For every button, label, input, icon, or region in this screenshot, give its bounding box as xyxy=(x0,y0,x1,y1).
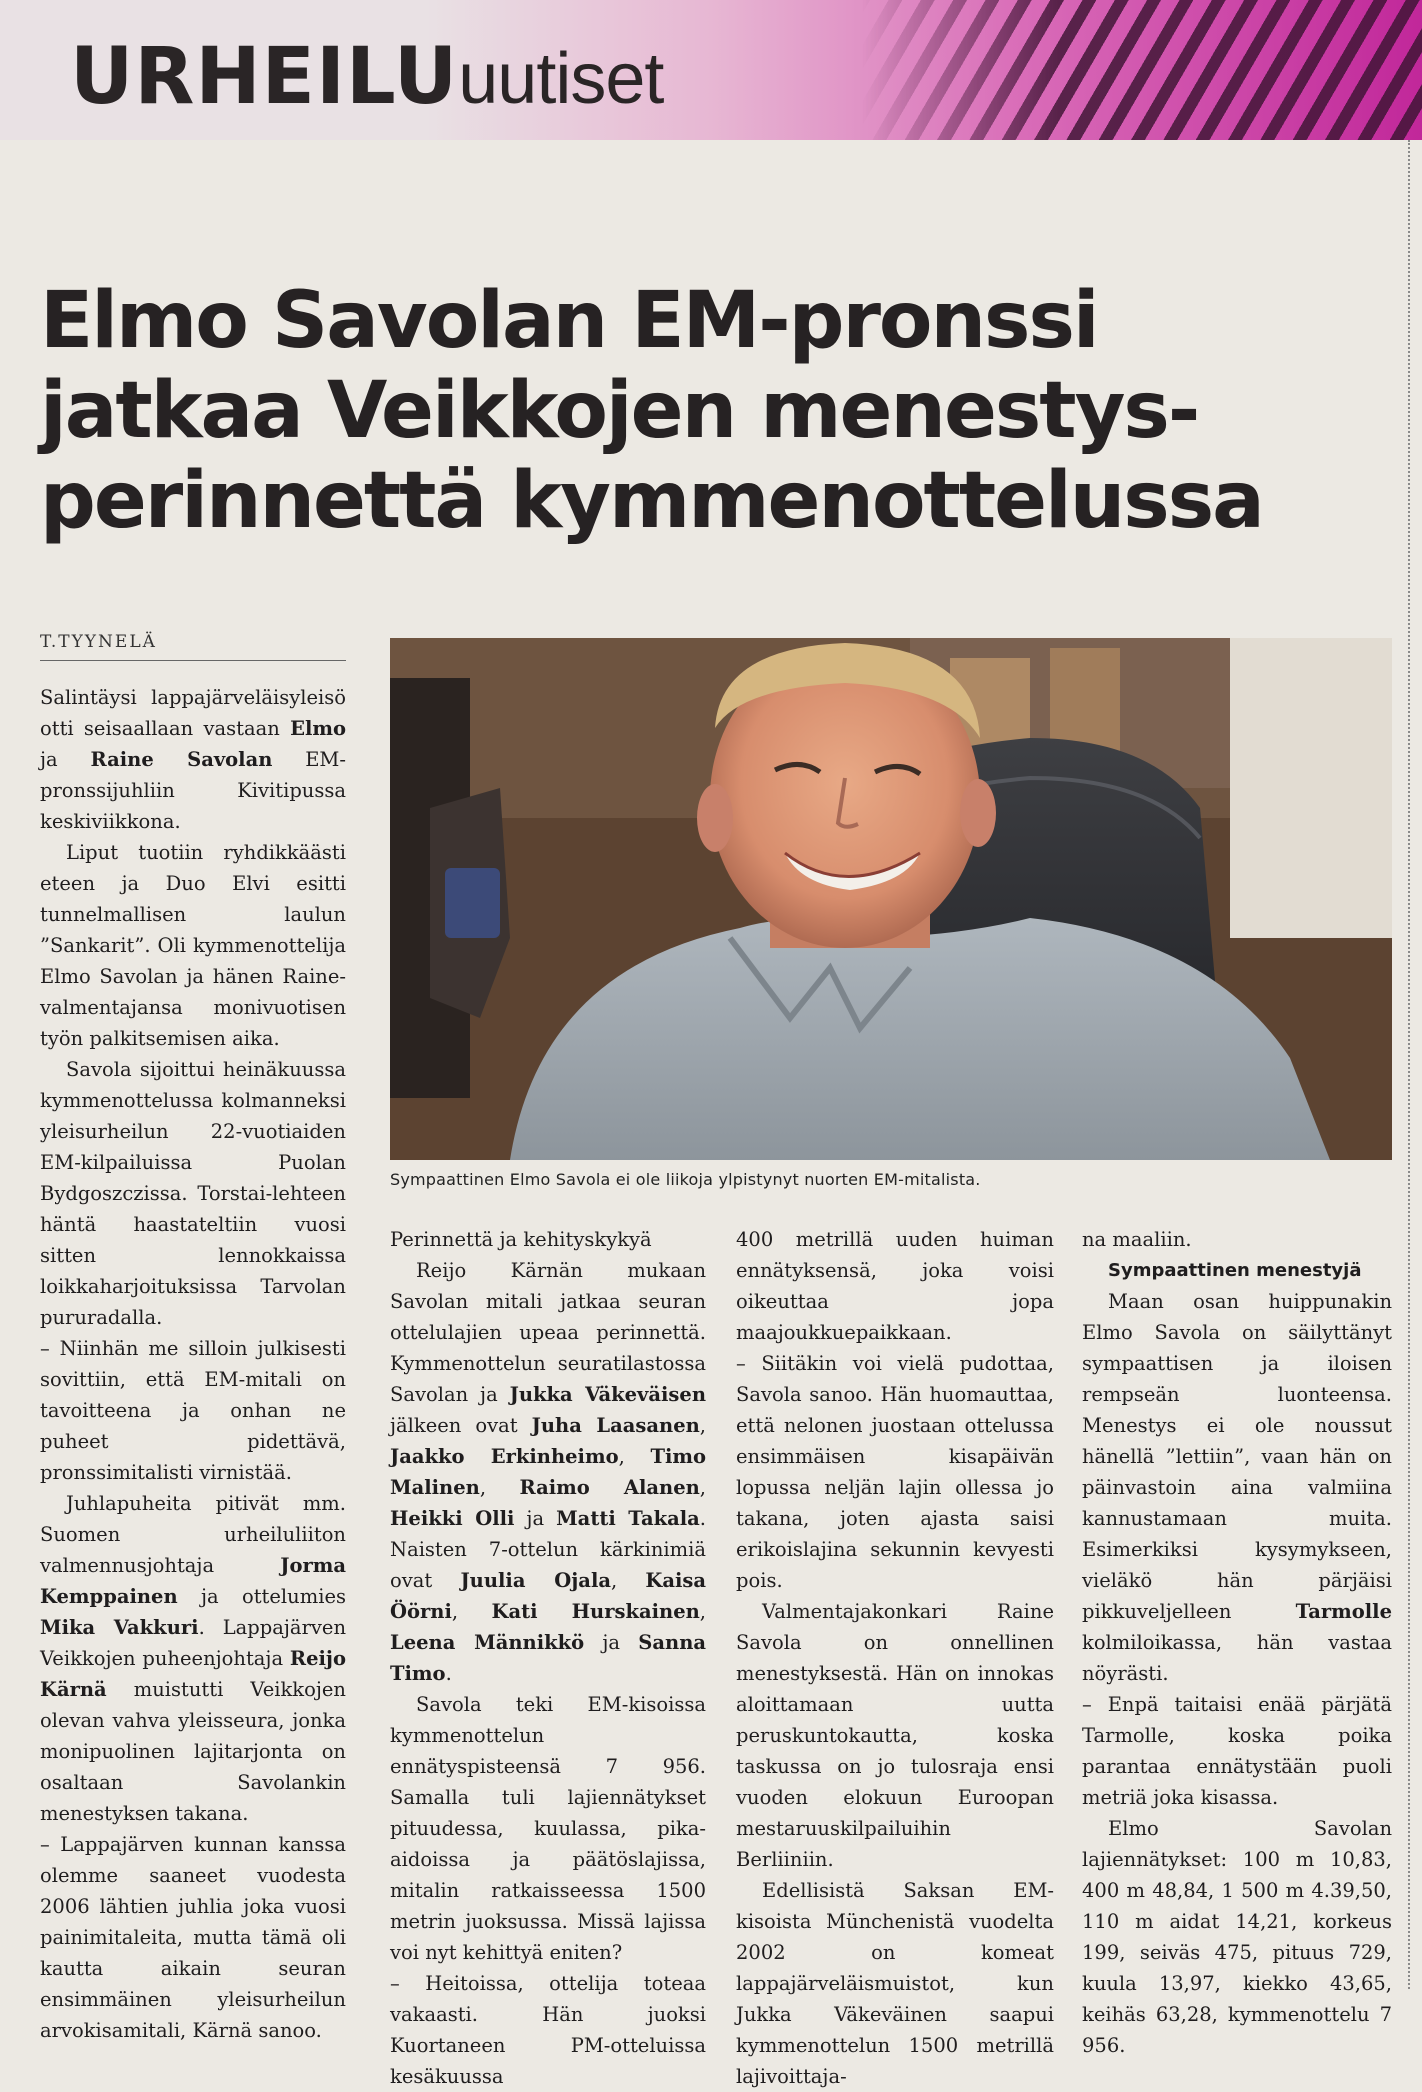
paragraph xyxy=(40,1054,346,1333)
text-run: Juhlapuheita pitivät mm. Suomen urheiluliiton valmennusjohtaja xyxy=(40,1492,346,1577)
text-run: , xyxy=(699,1476,706,1499)
text-run: ja xyxy=(514,1507,557,1530)
text-run: – Niinhän me silloin julkisesti sovittiin, että EM-mitali on tavoitteena ja onhan ne puheet pidettävä, pronssimitalisti virnistää. xyxy=(40,1337,346,1484)
paragraph xyxy=(1082,1813,1392,2061)
paragraph xyxy=(390,1255,706,1689)
text-run: Elmo Savolan lajiennätykset: 100 m 10,83, 400 m 48,84, 1 500 m 4.39,50, 110 m aidat 14,21, korkeus 199, seiväs 475, pituus 729, kuula 13,97, kiekko 43,65, keihäs 63,28, kymmenottelu 7 956. xyxy=(1082,1817,1392,2057)
paragraph xyxy=(1082,1689,1392,1813)
section-title xyxy=(70,32,664,122)
text-run: Reijo Kärnän mukaan Savolan mitali jatkaa seuran ottelulajien upeaa perinnettä. Kymmenottelun seuratilastossa Savolan ja xyxy=(390,1259,706,1406)
bold-name: Juulia Ojala xyxy=(460,1569,611,1592)
paragraph xyxy=(1082,1224,1392,1255)
paragraph xyxy=(736,1348,1054,1596)
text-run: Savola teki EM-kisoissa kymmenottelun ennätyspisteensä 7 956. Samalla tuli lajiennätykset pituudessa, kuulassa, pika-aidoissa ja päätöslajissa, mitalin ratkaisseessa 1500 metrin juoksussa. Missä lajissa voi nyt kehittyä eniten? xyxy=(390,1693,706,1964)
masthead xyxy=(0,0,1422,140)
text-run: – Lappajärven kunnan kanssa olemme saaneet vuodesta 2006 lähtien juhlia joka vuosi painimitaleita, mutta tämä oli kautta aikain seuran ensimmäinen yleisurheilun arvokisamitali, Kärnä sanoo. xyxy=(40,1833,346,2042)
text-run: , xyxy=(618,1445,651,1468)
bold-name: Leena Männikkö xyxy=(390,1631,585,1654)
byline: T.TYYNELÄ xyxy=(40,632,346,661)
bold-name: Jorma Kemppainen xyxy=(40,1554,346,1608)
paragraph xyxy=(390,1968,706,2092)
text-run: . xyxy=(445,1662,452,1685)
text-run: , xyxy=(699,1600,706,1623)
text-run: jälkeen ovat xyxy=(390,1414,532,1437)
paragraph xyxy=(736,1875,1054,2092)
paragraph xyxy=(40,682,346,837)
text-column-1 xyxy=(40,682,346,2042)
bold-name: Timo Malinen xyxy=(390,1445,706,1499)
text-run: – Heitoissa, ottelija toteaa vakaasti. Hän juoksi Kuortaneen PM-otteluissa kesäkuussa xyxy=(390,1972,706,2088)
headline-line-1: Elmo Savolan EM-pronssi xyxy=(40,276,1098,366)
paragraph xyxy=(40,837,346,1054)
bold-name: Tarmolle xyxy=(1295,1600,1392,1623)
masthead-stripes xyxy=(862,0,1422,140)
bold-name: Jaakko Erkinheimo xyxy=(390,1445,619,1468)
paragraph xyxy=(390,1689,706,1968)
text-run: 400 metrillä uuden huiman ennätyksensä, joka voisi oikeuttaa jopa maajoukkuepaikkaan. xyxy=(736,1228,1054,1344)
text-run: , xyxy=(479,1476,520,1499)
bold-name: Kaisa Öörni xyxy=(390,1569,706,1623)
text-run: . Lappajärven Veikkojen puheenjohtaja xyxy=(40,1616,346,1670)
section-title-light: uutiset xyxy=(458,39,664,119)
text-run: . Naisten 7-ottelun kärkinimiä ovat xyxy=(390,1507,706,1592)
bold-name: Reijo Kärnä xyxy=(40,1647,346,1701)
headline-line-2: jatkaa Veikkojen menestys- xyxy=(40,366,1199,456)
text-run: ja xyxy=(40,748,91,771)
text-run: , xyxy=(699,1414,706,1437)
text-column-2 xyxy=(390,1224,707,2088)
bold-name: Elmo xyxy=(290,717,346,740)
bold-name: Raine Savolan xyxy=(90,748,273,771)
paragraph xyxy=(40,1333,346,1488)
bold-name: Sanna Timo xyxy=(390,1631,707,1685)
photo-caption: Sympaattinen Elmo Savola ei ole liikoja ylpistynyt nuorten EM-mitalista. xyxy=(390,1170,981,1189)
text-run: Perinnettä ja kehityskykyä xyxy=(390,1228,652,1251)
paragraph xyxy=(40,1488,346,1829)
text-column-4 xyxy=(1082,1224,1392,2057)
bold-name: Juha Laasanen xyxy=(531,1414,700,1437)
bold-name: Matti Takala xyxy=(556,1507,700,1530)
text-run: – Enpä taitaisi enää pärjätä Tarmolle, koska poika parantaa ennätystään puoli metriä joka kisassa. xyxy=(1082,1693,1392,1809)
text-run: ja xyxy=(584,1631,639,1654)
text-run: EM-pronssijuhliin Kivitipussa keskiviikkona. xyxy=(40,748,346,833)
subheading: Sympaattinen menestyjä xyxy=(1108,1260,1362,1281)
bold-name: Heikki Olli xyxy=(390,1507,515,1530)
section-title-strong: URHEILU xyxy=(70,32,459,122)
text-run: ja ottelumies xyxy=(177,1585,346,1608)
headline xyxy=(40,276,1380,546)
paragraph xyxy=(40,1829,346,2046)
text-run: Edellisistä Saksan EM-kisoista Münchenistä vuodelta 2002 on komeat lappajärveläismuistot, kun Jukka Väkeväinen saapui kymmenottelun 1500 metrillä lajivoittaja- xyxy=(736,1879,1054,2088)
photo-illustration xyxy=(390,638,1392,1160)
text-run: Liput tuotiin ryhdikkäästi eteen ja Duo Elvi esitti tunnelmallisen laulun ”Sankarit”. Oli kymmenottelija Elmo Savolan ja hänen Raine-valmentajansa monivuotisen työn palkitsemisen aika. xyxy=(40,841,346,1050)
text-run: , xyxy=(451,1600,492,1623)
text-run: , xyxy=(610,1569,646,1592)
paragraph xyxy=(736,1224,1054,1348)
text-column-3 xyxy=(736,1224,1054,2088)
bold-name: Mika Vakkuri xyxy=(40,1616,199,1639)
bold-name: Raimo Alanen xyxy=(519,1476,700,1499)
paragraph xyxy=(390,1224,706,1255)
text-run: Maan osan huippunakin Elmo Savola on säilyttänyt sympaattisen ja iloisen rempseän luonteensa. Menestys ei ole noussut hänellä ”lettiin”, vaan hän on päinvastoin aina valmiina kannustamaan muita. Esimerkiksi kysymykseen, vieläkö hän pärjäisi pikkuveljelleen xyxy=(1082,1290,1392,1623)
page-edge-dotted-rule xyxy=(1408,140,1410,1989)
text-run: muistutti Veikkojen olevan vahva yleisseura, jonka monipuolinen lajitarjonta on osaltaan Savolankin menestyksen takana. xyxy=(40,1678,346,1825)
paragraph xyxy=(736,1596,1054,1875)
paragraph xyxy=(1082,1286,1392,1689)
text-run: Savola sijoittui heinäkuussa kymmenottelussa kolmanneksi yleisurheilun 22-vuotiaiden EM-kilpailuissa Puolan Bydgoszczissa. Torstai-lehteen häntä haastateltiin vuosi sitten lennokkaissa loikkaharjoituksissa Tarvolan pururadalla. xyxy=(40,1058,346,1329)
text-run: Valmentajakonkari Raine Savola on onnellinen menestyksestä. Hän on innokas aloittamaan uutta peruskuntokautta, koska taskussa on jo tulosraja ensi vuoden elokuun Euroopan mestaruuskilpailuihin Berliiniin. xyxy=(736,1600,1054,1871)
text-run: – Siitäkin voi vielä pudottaa, Savola sanoo. Hän huomauttaa, että nelonen juostaan ottelussa ensimmäisen kisapäivän lopussa neljän lajin ollessa jo takana, joten ajasta saisi erikoislajina sekunnin kevyesti pois. xyxy=(736,1352,1054,1592)
headline-line-3: perinnettä kymmenottelussa xyxy=(40,456,1263,546)
article-photo xyxy=(390,638,1392,1160)
bold-name: Kati Hurskainen xyxy=(491,1600,700,1623)
text-run: kolmiloikassa, hän vastaa nöyrästi. xyxy=(1082,1631,1392,1685)
text-run: Salintäysi lappajärveläisyleisö otti seisaallaan vastaan xyxy=(40,686,346,740)
text-run: na maaliin. xyxy=(1082,1228,1192,1251)
bold-name: Jukka Väkeväisen xyxy=(509,1383,706,1406)
